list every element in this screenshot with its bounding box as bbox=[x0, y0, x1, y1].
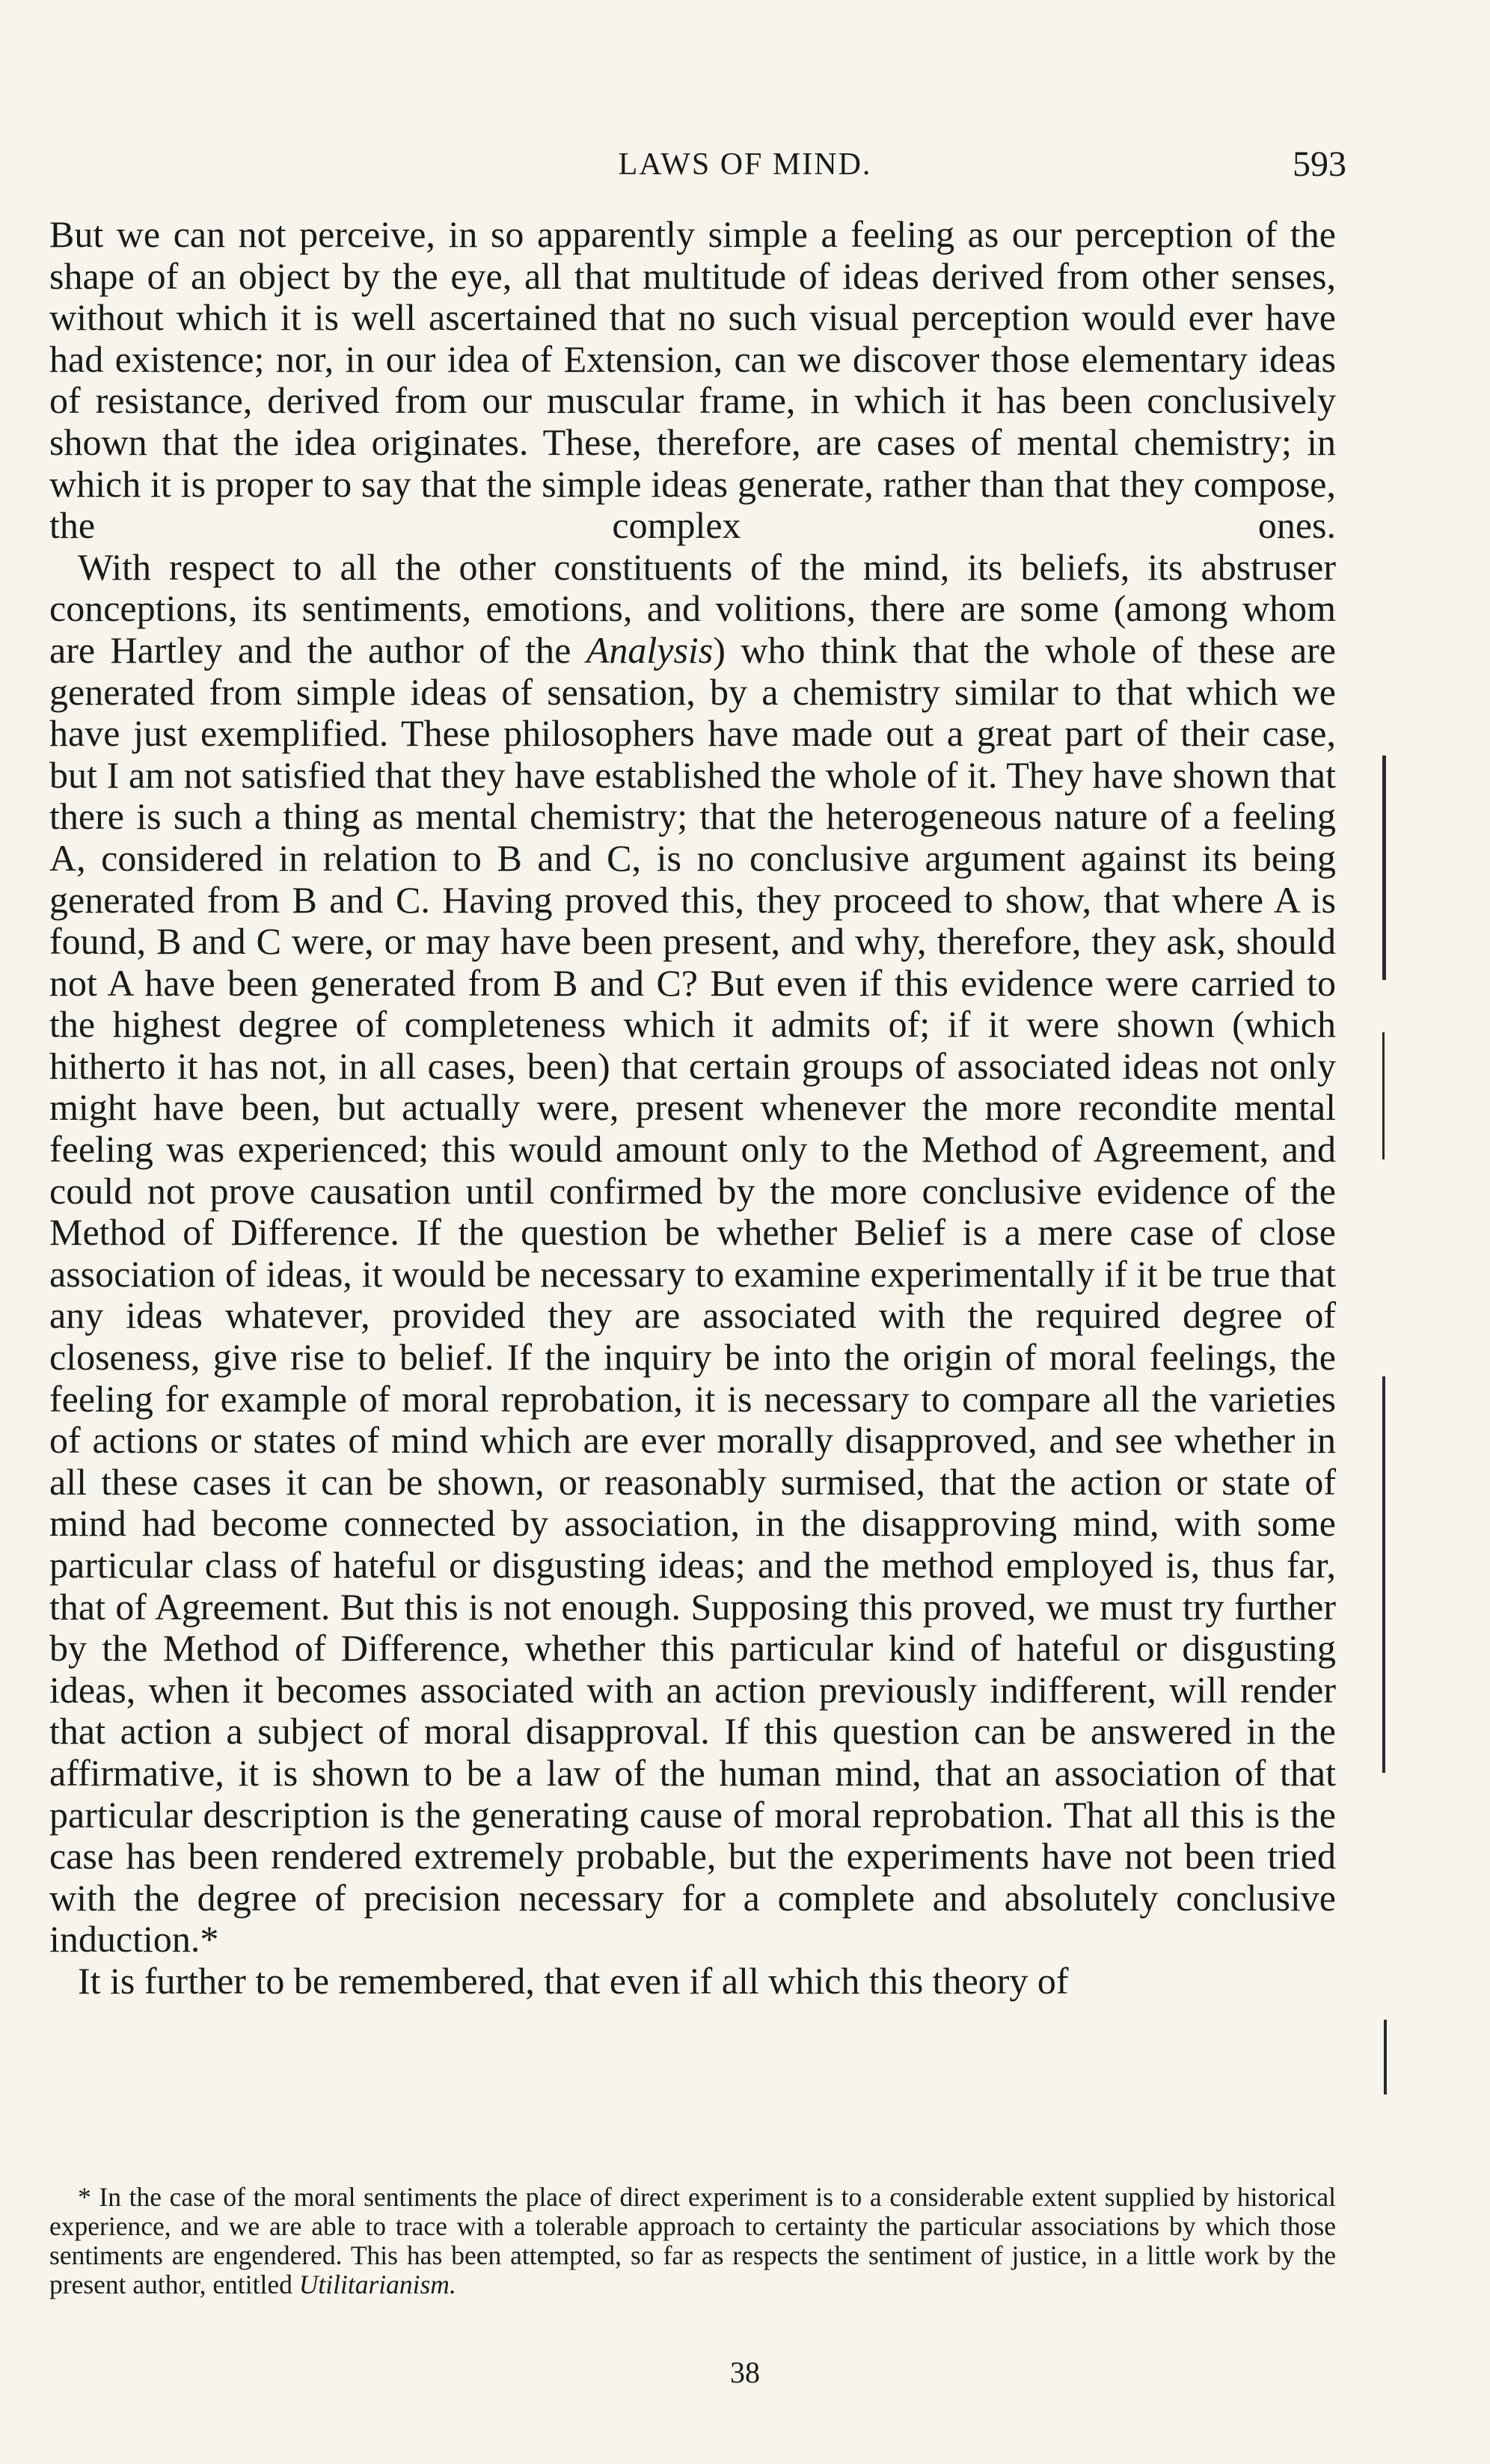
utilitarianism-title-italic: Utilitarianism. bbox=[298, 2270, 456, 2299]
analysis-title-italic: Analysis bbox=[586, 628, 714, 671]
footnote-text bbox=[49, 2183, 1336, 2299]
margin-mark bbox=[1382, 1376, 1385, 1773]
paragraph-2-part-a: With respect to all the other constituents of the mind, its beliefs, its abstruser conceptions, its sentiments, emotions, and volitions, there are some (among whom are Hartley and the author of the bbox=[49, 545, 1336, 671]
main-text bbox=[49, 214, 1336, 2002]
footnote-part-a: * In the case of the moral sentiments the place of direct experiment is to a considerable extent supplied by historical experience, and we are able to trace with a tolerable approach to certainty the particular associations by which those sentiments are engendered. This has been attempted, so far as respects the sentiment of justice, in a little work by the present author, entitled bbox=[49, 2182, 1336, 2299]
signature-mark: 38 bbox=[730, 2356, 760, 2389]
page-number: 593 bbox=[1293, 144, 1346, 184]
paragraph-2-part-b: ) who think that the whole of these are generated from simple ideas of sensation, by a chemistry similar to that which we have just exemplified. These philosophers have made out a great part of their case, but I am not satisfied that they have established the whole of it. They have shown that there is such a thing as mental chemistry; that the heterogeneous nature of a feeling A, considered in relation to B and C, is no conclusive argument against its being generated from B and C. Having proved this, they proceed to show, that where A is found, B and C were, or may have been present, and why, therefore, they ask, should not A have been generated from B and C? But even if this evidence were carried to the highest degree of completeness which it admits of; if it were shown (which hitherto it has not, in all cases, been) that certain groups of associated ideas not only might have been, but actually were, present whenever the more recondite mental feeling was experienced; this would amount only to the Method of Agreement, and could not prove causation until confirmed by the more conclusive evidence of the Method of Difference. If the question be whether Belief is a mere case of close association of ideas, it would be necessary to examine experimentally if it be true that any ideas whatever, provided they are associated with the required degree of closeness, give rise to belief. If the inquiry be into the origin of moral feelings, the feeling for example of moral reprobation, it is necessary to compare all the varieties of actions or states of mind which are ever morally disapproved, and see whether in all these cases it can be shown, or reasonably surmised, that the action or state of mind had become connected by association, in the disapproving mind, with some particular class of hateful or disgusting ideas; and the method employed is, thus far, that of Agreement. But this is not enough. Supposing this proved, we must try further by the Method of Difference, whether this particular kind of hateful or disgusting ideas, when it becomes associated with an action previously indifferent, will render that action a subject of moral disapproval. If this question can be answered in the affirmative, it is shown to be a law of the human mind, that an association of that particular description is the generating cause of moral reprobation. That all this is the case has been rendered extremely probable, but the experiments have not been tried with the degree of precision necessary for a complete and absolutely conclusive induction.* bbox=[49, 628, 1336, 1961]
footnote bbox=[49, 2183, 1336, 2299]
margin-mark bbox=[1382, 1032, 1385, 1159]
paragraph-1: But we can not perceive, in so apparently simple a feeling as our perception of the shape of an object by the eye, all that multitude of ideas derived from other senses, without which it is well ascertained that no such visual perception would ever have had existence; nor, in our idea of Extension, can we discover those elementary ideas of resistance, derived from our muscular frame, in which it has been conclusively shown that the idea originates. These, therefore, are cases of mental chemistry; in which it is proper to say that the simple ideas generate, rather than that they compose, the complex ones. bbox=[49, 213, 1336, 547]
margin-mark bbox=[1382, 756, 1386, 980]
margin-mark bbox=[1384, 2020, 1387, 2094]
paragraph-3: It is further to be remembered, that even if all which this theory of bbox=[78, 1959, 1069, 2002]
paragraph-2 bbox=[49, 547, 1336, 1961]
running-title: LAWS OF MIND. bbox=[618, 147, 872, 182]
